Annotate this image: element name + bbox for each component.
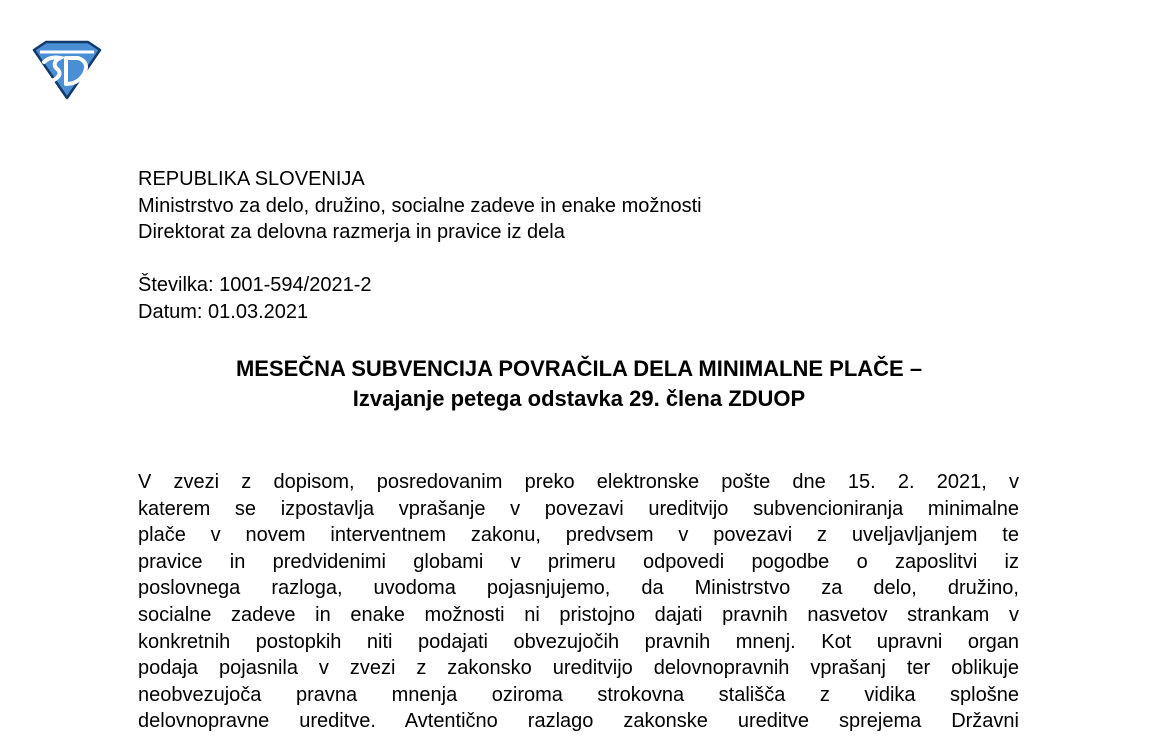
body-line: katerem se izpostavlja vprašanje v povezavi ureditvijo subvencioniranja minimalne: [138, 497, 1019, 520]
document-date: Datum: 01.03.2021: [138, 300, 309, 323]
body-line: socialne zadeve in enake možnosti ni pristojno dajati pravnih nasvetov strankam v: [138, 603, 1019, 626]
document-body: [138, 469, 1019, 735]
document-meta: [138, 272, 372, 325]
body-line: poslovnega razloga, uvodoma pojasnjujemo, da Ministrstvo za delo, družino,: [138, 577, 1019, 600]
body-line: konkretnih postopkih niti podajati obvezujočih pravnih mnenj. Kot upravni organ: [138, 630, 1019, 653]
document-title: [138, 354, 1020, 414]
country-name: REPUBLIKA SLOVENIJA: [138, 168, 365, 190]
sd-logo: [30, 40, 104, 100]
body-line: podaja pojasnila v zvezi z zakonsko ureditvijo delovnopravnih vprašanj ter oblikuje: [138, 657, 1019, 680]
body-line: neobvezujoča pravna mnenja oziroma strokovna stališča z vidika splošne: [138, 683, 1019, 706]
body-line: delovnopravne ureditve. Avtentično razlago zakonske ureditve sprejema Državni: [138, 710, 1019, 733]
body-line: plače v novem interventnem zakonu, predvsem v povezavi z uveljavljanjem te: [138, 524, 1019, 547]
body-line: pravice in predvidenimi globami v primeru odpovedi pogodbe o zaposlitvi iz: [138, 550, 1019, 573]
letterhead: [138, 166, 702, 246]
title-line-2: Izvajanje petega odstavka 29. člena ZDUOP: [352, 386, 806, 411]
document-number: Številka: 1001-594/2021-2: [138, 274, 372, 296]
ministry-name: Ministrstvo za delo, družino, socialne zadeve in enake možnosti: [138, 194, 702, 217]
title-line-1: MESEČNA SUBVENCIJA POVRAČILA DELA MINIMALNE PLAČE –: [235, 356, 923, 381]
directorate-name: Direktorat za delovna razmerja in pravice iz dela: [138, 221, 565, 243]
body-line: V zvezi z dopisom, posredovanim preko elektronske pošte dne 15. 2. 2021, v: [138, 471, 1019, 493]
